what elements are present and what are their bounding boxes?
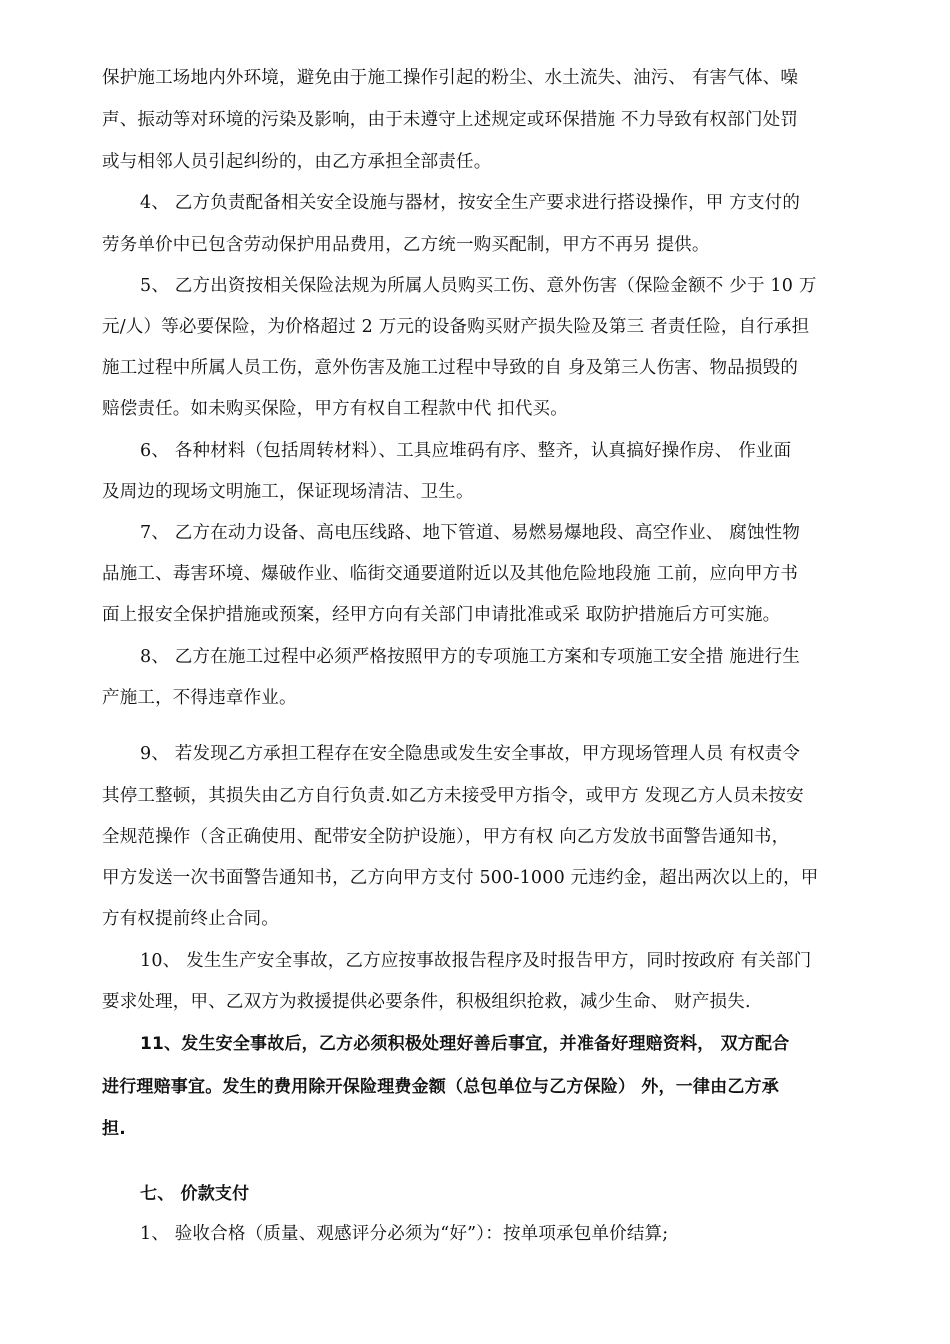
text-line: 及周边的现场文明施工，保证现场清洁、卫生。	[102, 482, 474, 502]
text-line: 10、 发生生产安全事故，乙方应按事故报告程序及时报告甲方，同时按政府 有关部门	[140, 951, 812, 971]
text-line: 赔偿责任。如未购买保险，甲方有权自工程款中代 扣代买。	[102, 399, 568, 419]
bold-text-line: 11、发生安全事故后，乙方必须积极处理好善后事宜，并准备好理赔资料， 双方配合	[140, 1034, 790, 1054]
text-line: 保护施工场地内外环境，避免由于施工操作引起的粉尘、水土流失、油污、 有害气体、噪	[102, 68, 799, 88]
text-line: 面上报安全保护措施或预案，经甲方向有关部门申请批准或采 取防护措施后方可实施。	[102, 605, 781, 625]
text-line: 5、 乙方出资按相关保险法规为所属人员购买工伤、意外伤害（保险金额不 少于 10 万	[140, 276, 817, 296]
text-line: 劳务单价中已包含劳动保护用品费用，乙方统一购买配制，甲方不再另 提供。	[102, 235, 710, 255]
text-line: 甲方发送一次书面警告通知书，乙方向甲方支付 500-1000 元违约金，超出两次以上的，甲	[102, 868, 819, 888]
text-line: 8、 乙方在施工过程中必须严格按照甲方的专项施工方案和专项施工安全措 施进行生	[140, 647, 801, 667]
text-line: 产施工，不得违章作业。	[102, 688, 297, 708]
text-line: 6、 各种材料（包括周转材料）、工具应堆码有序、整齐，认真搞好操作房、 作业面	[140, 441, 792, 461]
bold-text-line: 担.	[102, 1119, 126, 1139]
text-line: 9、 若发现乙方承担工程存在安全隐患或发生安全事故，甲方现场管理人员 有权责令	[140, 744, 801, 764]
text-line: 1、 验收合格（质量、观感评分必须为“好”）：按单项承包单价结算;	[140, 1224, 669, 1244]
text-line: 全规范操作（含正确使用、配带安全防护设施），甲方有权 向乙方发放书面警告通知书，	[102, 827, 790, 847]
text-line: 施工过程中所属人员工伤，意外伤害及施工过程中导致的自 身及第三人伤害、物品损毁的	[102, 358, 799, 378]
section-heading: 七、 价款支付	[140, 1184, 250, 1204]
text-line: 要求处理，甲、乙双方为救援提供必要条件，积极组织抢救，减少生命、 财产损失.	[102, 992, 751, 1012]
text-line: 或与相邻人员引起纠纷的，由乙方承担全部责任。	[102, 152, 492, 172]
text-line: 声、振动等对环境的污染及影响，由于未遵守上述规定或环保措施 不力导致有权部门处罚	[102, 110, 799, 130]
text-line: 4、 乙方负责配备相关安全设施与器材，按安全生产要求进行搭设操作，甲 方支付的	[140, 193, 801, 213]
text-line: 其停工整顿，其损失由乙方自行负责.如乙方未接受甲方指令，或甲方 发现乙方人员未按安	[102, 786, 804, 806]
text-line: 元/人）等必要保险，为价格超过 2 万元的设备购买财产损失险及第三 者责任险，自行承担	[102, 317, 810, 337]
text-line: 品施工、毒害环境、爆破作业、临街交通要道附近以及其他危险地段施 工前，应向甲方书	[102, 564, 799, 584]
text-line: 方有权提前终止合同。	[102, 909, 279, 929]
bold-text-line: 进行理赔事宜。发生的费用除开保险理费金额（总包单位与乙方保险） 外，一律由乙方承	[102, 1077, 779, 1097]
text-line: 7、 乙方在动力设备、高电压线路、地下管道、易燃易爆地段、高空作业、 腐蚀性物	[140, 523, 801, 543]
